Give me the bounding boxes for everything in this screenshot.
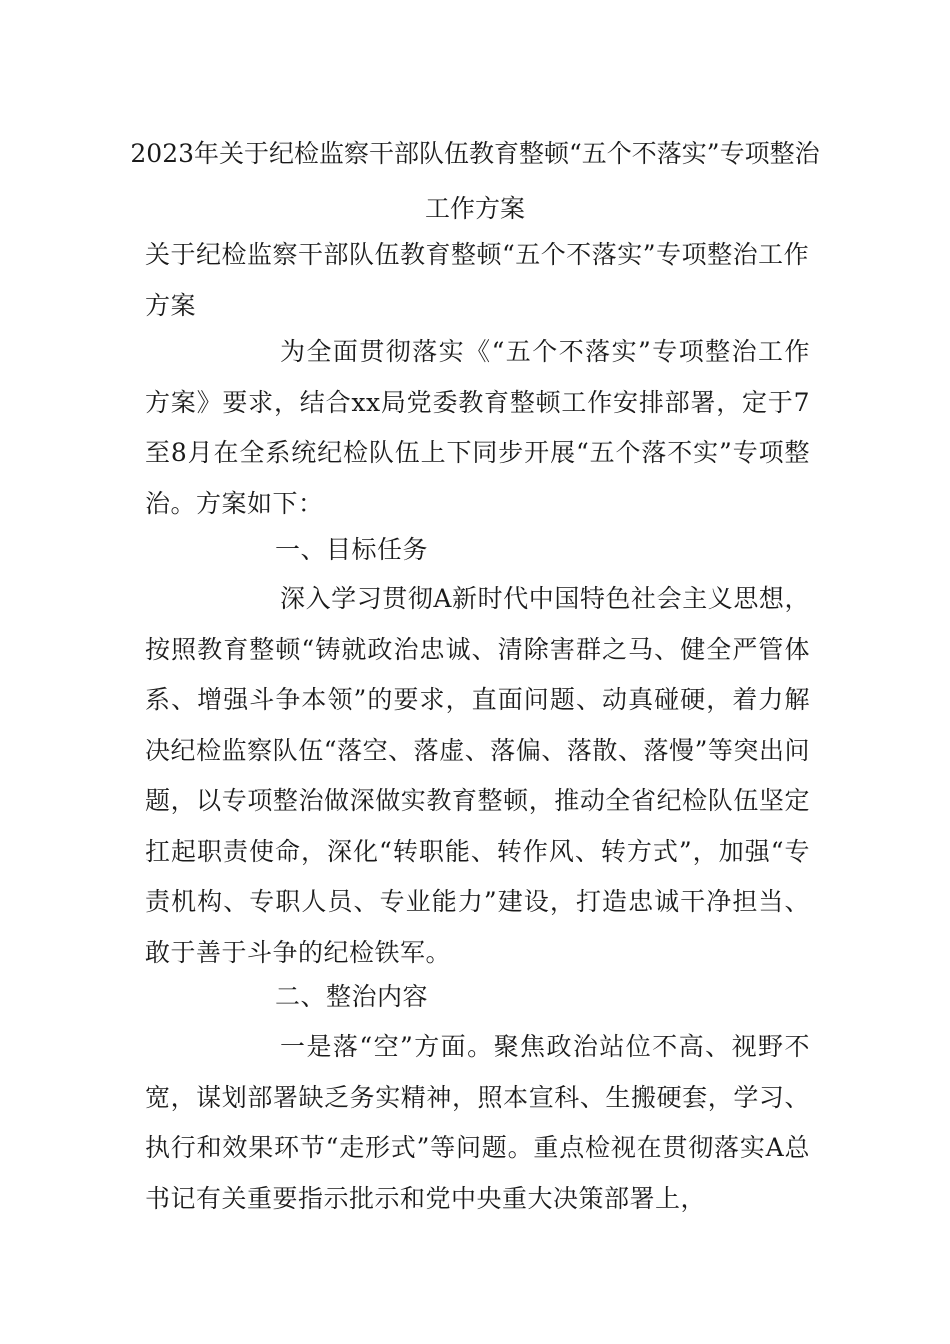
section-heading-goals: 一、目标任务 (275, 535, 429, 564)
document-title: 2023年关于纪检监察干部队伍教育整顿“五个不落实”专项整治工作方案 (130, 139, 820, 223)
section-body-content: 一是落“空”方面。聚焦政治站位不高、视野不宽，谋划部署缺乏务实精神，照本宣科、生搬硬套，学习、执行和效果环节“走形式”等问题。重点检视在贯彻落实A总书记有关重要指示批示和党中央重大决策部署上， (145, 1032, 810, 1213)
section-body-goals: 深入学习贯彻A新时代中国特色社会主义思想，按照教育整顿“铸就政治忠诚、清除害群之马、健全严管体系、增强斗争本领”的要求，直面问题、动真碰硬，着力解决纪检监察队伍“落空、落虚、落偏、落散、落慢”等突出问题，以专项整治做深做实教育整顿，推动全省纪检队伍坚定扛起职责使命，深化“转职能、转作风、转方式”，加强“专责机构、专职人员、专业能力”建设，打造忠诚干净担当、敢于善于斗争的纪检铁军。 (145, 584, 810, 967)
section-heading-content: 二、整治内容 (275, 982, 429, 1011)
document-subtitle: 关于纪检监察干部队伍教育整顿“五个不落实”专项整治工作方案 (145, 240, 810, 320)
intro-paragraph: 为全面贯彻落实《“五个不落实”专项整治工作方案》要求，结合xx局党委教育整顿工作安排部署，定于7至8月在全系统纪检队伍上下同步开展“五个落不实”专项整治。方案如下： (145, 337, 810, 518)
